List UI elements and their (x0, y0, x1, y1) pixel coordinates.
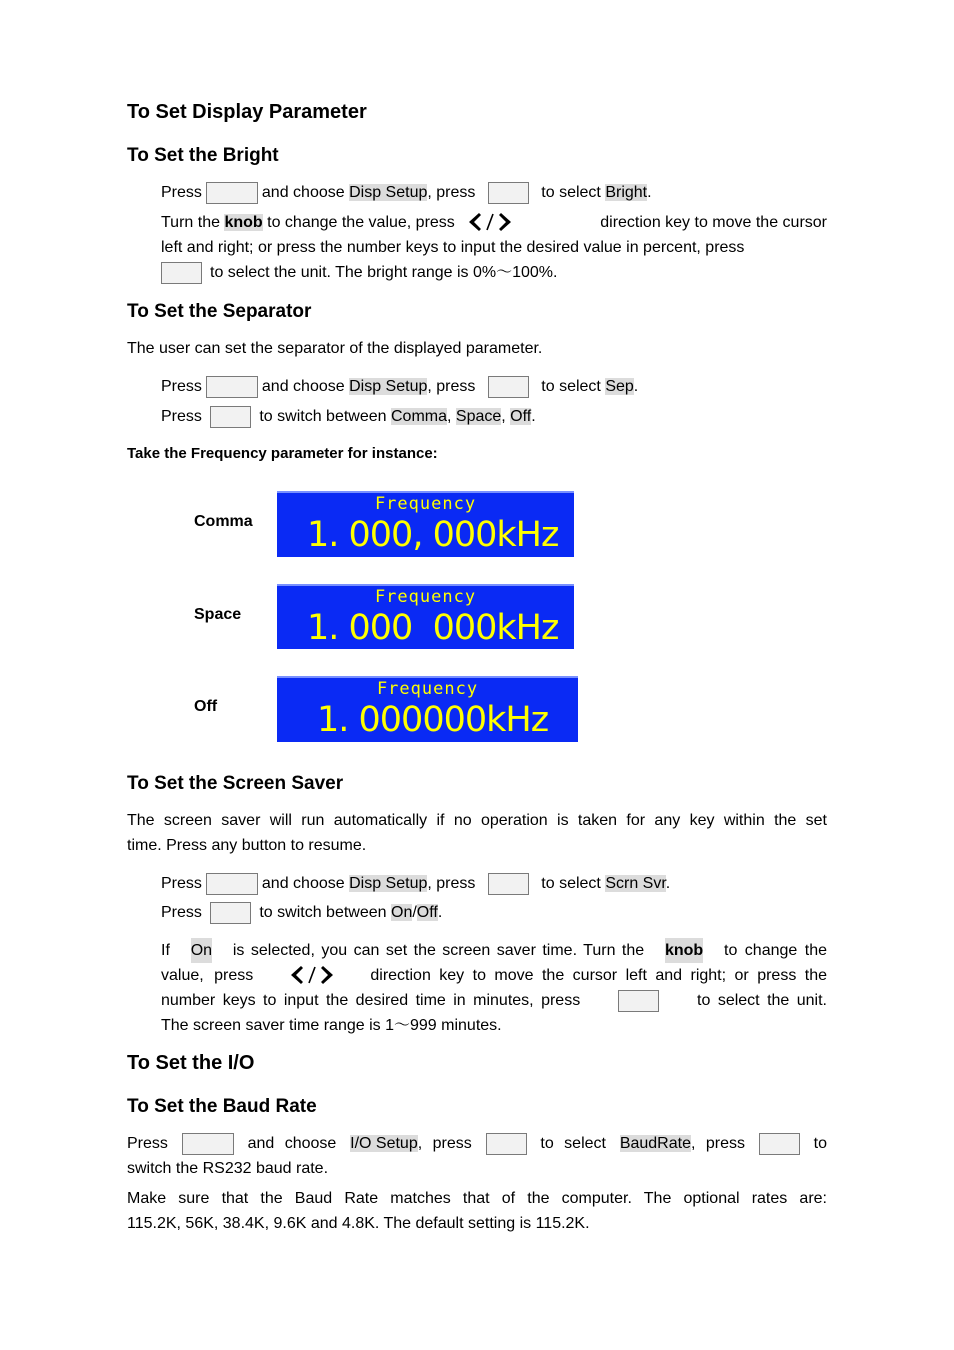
text: If (161, 942, 170, 959)
bright-line-4 (161, 260, 557, 285)
saver-desc-2: time. Press any button to resume. (127, 837, 367, 854)
text: , press (690, 1135, 745, 1152)
baud-line-2: switch the RS232 baud rate. (127, 1160, 329, 1177)
saver-para-line-2 (161, 963, 827, 988)
menu-disp-setup: Disp Setup (349, 184, 428, 201)
lcd-value: 1. 000000kHz (317, 700, 549, 740)
knob-label: knob (665, 938, 703, 963)
left-right-arrow-icon (467, 211, 513, 233)
text: and choose (261, 184, 345, 201)
text: Press (161, 408, 202, 425)
separator-line-1: Press and choose Disp Setup, press to select Sep. (161, 374, 638, 399)
saver-heading: To Set the Screen Saver (127, 773, 344, 794)
lcd-value: 1. 000, 000kHz (307, 515, 559, 555)
option-space: Space (455, 408, 502, 425)
example-label-comma: Comma (194, 513, 253, 530)
text: to select (541, 378, 601, 395)
text: Press (161, 378, 202, 395)
lcd-display-comma (277, 491, 574, 557)
separator-heading: To Set the Separator (127, 301, 312, 322)
menu-disp-setup: Disp Setup (349, 875, 428, 892)
baud-line-1 (127, 1131, 827, 1156)
text: , press (427, 184, 476, 201)
lcd-caption: Frequency (376, 679, 479, 699)
left-right-arrow-icon (289, 964, 335, 986)
bright-heading: To Set the Bright (127, 145, 279, 166)
option-baudrate: BaudRate (619, 1135, 691, 1152)
saver-desc-1: The screen saver will run automatically if no operation is taken for any key within the set (127, 812, 827, 829)
saver-para-line-4: The screen saver time range is 1～999 minutes. (161, 1017, 502, 1034)
softkey-icon (210, 902, 251, 924)
saver-para-line-3 (161, 988, 827, 1013)
option-scrn-svr: Scrn Svr (605, 875, 666, 892)
option-bright: Bright (605, 184, 648, 201)
saver-line-1: Press and choose Disp Setup, press to select Scrn Svr. (161, 871, 670, 896)
utility-key-icon (182, 1133, 234, 1155)
text: to change the (724, 942, 827, 959)
text: to select (540, 1135, 606, 1152)
menu-io-setup-group (350, 1131, 472, 1156)
lcd-display-off (277, 676, 578, 742)
utility-key-icon (206, 376, 258, 398)
text: Press (161, 184, 202, 201)
text: to select (541, 875, 601, 892)
softkey-icon (488, 182, 529, 204)
separator-desc: The user can set the separator of the displayed parameter. (127, 340, 543, 357)
softkey-icon (759, 1133, 800, 1155)
text: direction key to move the cursor (600, 214, 827, 231)
baud-heading: To Set the Baud Rate (127, 1096, 317, 1117)
text: Turn the (161, 214, 220, 231)
baud-para-1: Make sure that the Baud Rate matches that of the computer. The optional rates are: (127, 1190, 827, 1207)
text: is selected, you can set the screen saver time. Turn the (232, 942, 645, 959)
option-baudrate-group (620, 1131, 745, 1156)
text: and choose (261, 378, 345, 395)
text: and choose (261, 875, 345, 892)
text: direction key to move the cursor left and right; or press the (370, 967, 827, 984)
text: Press (161, 904, 202, 921)
text: Press (161, 875, 202, 892)
option-off: Off (416, 904, 438, 921)
text: to select the unit. (697, 992, 827, 1009)
text: Press (127, 1135, 168, 1152)
option-on: On (391, 904, 413, 921)
menu-io-setup: I/O Setup (350, 1135, 418, 1152)
softkey-icon (486, 1133, 527, 1155)
option-sep: Sep (605, 378, 634, 395)
menu-disp-setup: Disp Setup (349, 378, 428, 395)
io-title: To Set the I/O (127, 1052, 255, 1074)
bright-line-2 (161, 210, 827, 235)
text: , press (427, 378, 476, 395)
text: to select the unit. The bright range is 0%～100%. (210, 264, 558, 281)
saver-para-line-1 (161, 938, 827, 963)
example-label-off: Off (194, 698, 218, 715)
text: to switch between (259, 904, 387, 921)
text: to (813, 1135, 827, 1152)
softkey-icon (488, 376, 529, 398)
softkey-icon (210, 406, 251, 428)
knob-label: knob (224, 214, 263, 231)
text: and choose (247, 1135, 337, 1152)
lcd-display-space (277, 584, 574, 649)
text: number keys to input the desired time in minutes, press (161, 992, 581, 1009)
utility-key-icon (206, 873, 258, 895)
softkey-icon (161, 262, 202, 284)
page-title: To Set Display Parameter (127, 101, 367, 123)
lcd-value: 1. 000 000kHz (307, 608, 559, 648)
softkey-icon (618, 990, 659, 1012)
example-label-space: Space (194, 606, 242, 623)
text: to change the value, press (267, 214, 455, 231)
lcd-caption: Frequency (374, 494, 477, 514)
bright-line-1: Press and choose Disp Setup, press to select Bright. (161, 180, 652, 205)
text: value, press (161, 967, 254, 984)
text: to select (541, 184, 601, 201)
separator-line-2: Press to switch between Comma, Space, Off. (161, 404, 536, 429)
softkey-icon (488, 873, 529, 895)
saver-line-2: Press to switch between On/Off. (161, 900, 442, 925)
option-comma: Comma (391, 408, 448, 425)
text: , press (417, 1135, 472, 1152)
bright-line-3: left and right; or press the number keys to input the desired value in percent, press (161, 239, 745, 256)
lcd-caption: Frequency (374, 587, 477, 607)
instance-caption: Take the Frequency parameter for instance: (127, 445, 438, 462)
text: , press (427, 875, 476, 892)
option-on: On (191, 938, 212, 963)
utility-key-icon (206, 182, 258, 204)
option-off: Off (510, 408, 532, 425)
text: to switch between (259, 408, 387, 425)
baud-para-2: 115.2K, 56K, 38.4K, 9.6K and 4.8K. The default setting is 115.2K. (127, 1215, 590, 1232)
